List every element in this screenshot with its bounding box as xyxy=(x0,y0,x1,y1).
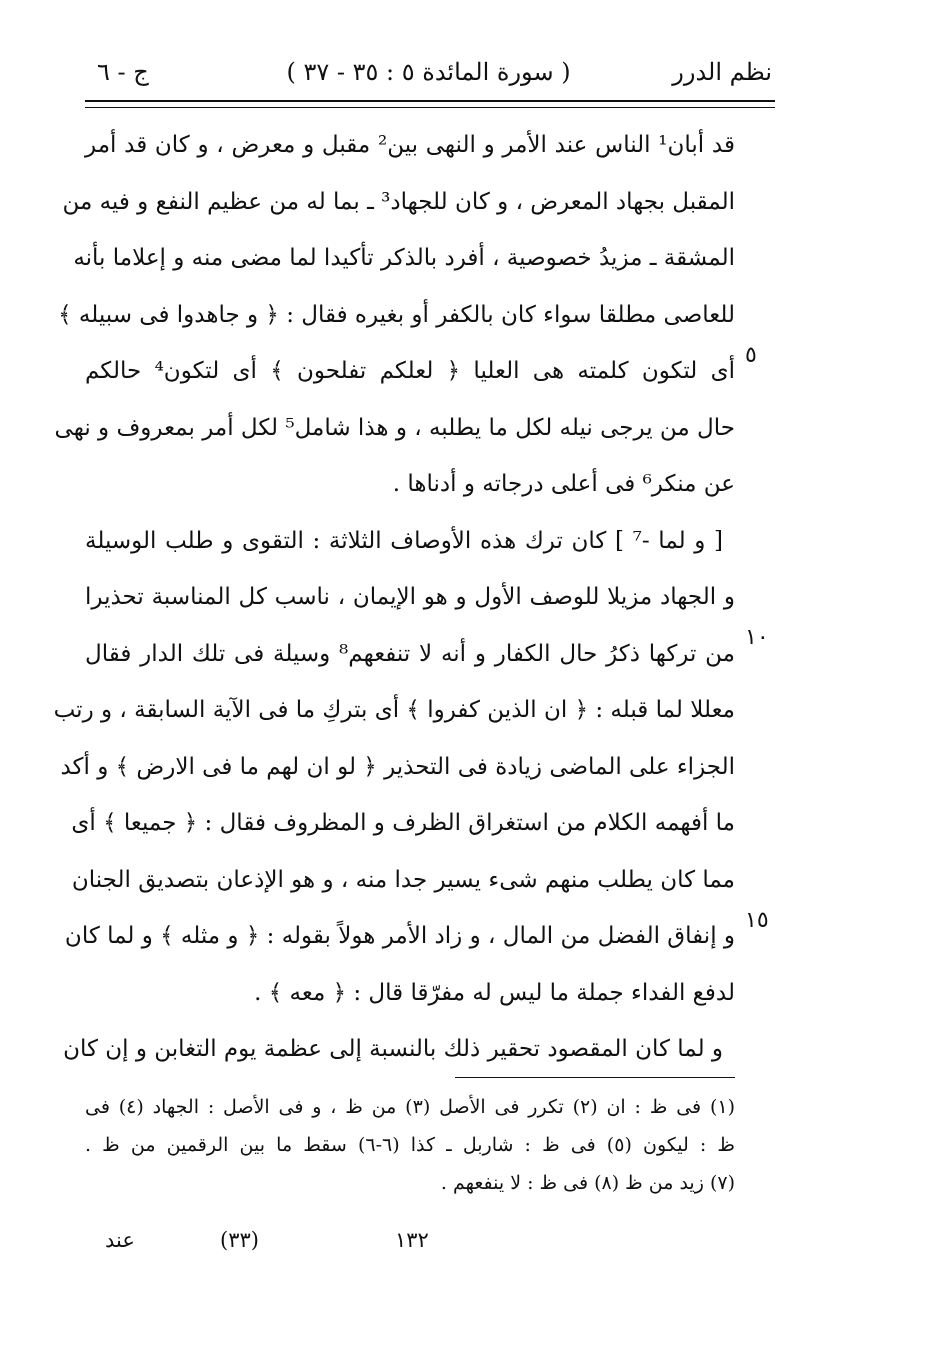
text-line: من تركها ذكرُ حال الكفار و أنه لا تنفعهم⁸ وسيلة فى تلك الدار فقال xyxy=(85,640,735,667)
text-line: معللا لما قبله : ﴿ ان الذين كفروا ﴾ أى بتركِ ما فى الآية السابقة ، و رتب xyxy=(53,697,735,723)
footnote-rule xyxy=(455,1077,735,1078)
main-text xyxy=(53,117,735,1078)
text-line: قد أبان¹ الناس عند الأمر و النهى بين² مقبل و معرض ، و كان قد أمر xyxy=(85,132,735,158)
text-line: أى لتكون كلمته هى العليا ﴿ لعلكم تفلحون ﴾ أى لتكون⁴ حالكم xyxy=(85,358,735,384)
book-title: نظم الدرر xyxy=(672,58,772,86)
text-line: المشقة ـ مزيدُ خصوصية ، أفرد بالذكر تأكيدا لما مضى منه و إعلاما بأنه xyxy=(73,245,735,271)
volume-number: ج - ٦ xyxy=(97,58,149,86)
signature-mark: (٣٣) xyxy=(220,1228,259,1252)
text-line: عن منكر⁶ فى أعلى درجاته و أدناها . xyxy=(392,471,735,497)
header-rule-bottom xyxy=(85,107,775,108)
text-line: و لما كان المقصود تحقير ذلك بالنسبة إلى عظمة يوم التغابن و إن كان xyxy=(63,1036,723,1062)
footnote-line: (٧) زيد من ظ (٨) فى ظ : لا ينفعهم . xyxy=(440,1172,735,1194)
running-header xyxy=(85,52,772,102)
page-number: ١٣٢ xyxy=(395,1228,429,1252)
text-line: الجزاء على الماضى زيادة فى التحذير ﴿ لو ان لهم ما فى الارض ﴾ و أكد xyxy=(60,753,735,780)
line-number: ١٠ xyxy=(745,625,769,650)
page-footer xyxy=(85,1228,735,1264)
footnote-line: ظ : ليكون (٥) فى ظ : شاربل ـ كذا (٦-٦) سقط ما بين الرقمين من ظ . xyxy=(85,1134,735,1156)
text-line: حال من يرجى نيله لكل ما يطلبه ، و هذا شامل⁵ لكل أمر بمعروف و نهى xyxy=(54,414,735,441)
text-line: للعاصى مطلقا سواء كان بالكفر أو بغيره فقال : ﴿ و جاهدوا فى سبيله ﴾ xyxy=(58,301,735,328)
text-line: و الجهاد مزيلا للوصف الأول و هو الإيمان ، ناسب كل المناسبة تحذيرا xyxy=(85,584,735,610)
text-line: [ و لما -⁷ ] كان ترك هذه الأوصاف الثلاثة : التقوى و طلب الوسيلة xyxy=(85,527,723,554)
text-line: لدفع الفداء جملة ما ليس له مفرّقا قال : ﴿ معه ﴾ . xyxy=(254,979,735,1006)
footnote-line: (١) فى ظ : ان (٢) تكرر فى الأصل (٣) من ظ ، و فى الأصل : الجهاد (٤) فى xyxy=(85,1096,736,1118)
text-line: مما كان يطلب منهم شىء يسير جدا منه ، و هو الإذعان بتصديق الجنان xyxy=(71,866,735,893)
header-rule-top xyxy=(85,100,775,102)
line-number: ٥ xyxy=(745,343,757,368)
catchword: عند xyxy=(105,1228,135,1252)
surah-reference: ( سورة المائدة ٥ : ٣٥ - ٣٧ ) xyxy=(286,58,571,86)
line-number: ١٥ xyxy=(745,908,769,933)
footnotes xyxy=(85,1088,735,1202)
text-line: المقبل بجهاد المعرض ، و كان للجهاد³ ـ بما له من عظيم النفع و فيه من xyxy=(62,188,735,215)
text-line: و إنفاق الفضل من المال ، و زاد الأمر هولاً بقوله : ﴿ و مثله ﴾ و لما كان xyxy=(64,923,735,949)
text-line: ما أفهمه الكلام من استغراق الظرف و المظروف فقال : ﴿ جميعا ﴾ أى xyxy=(71,810,735,836)
